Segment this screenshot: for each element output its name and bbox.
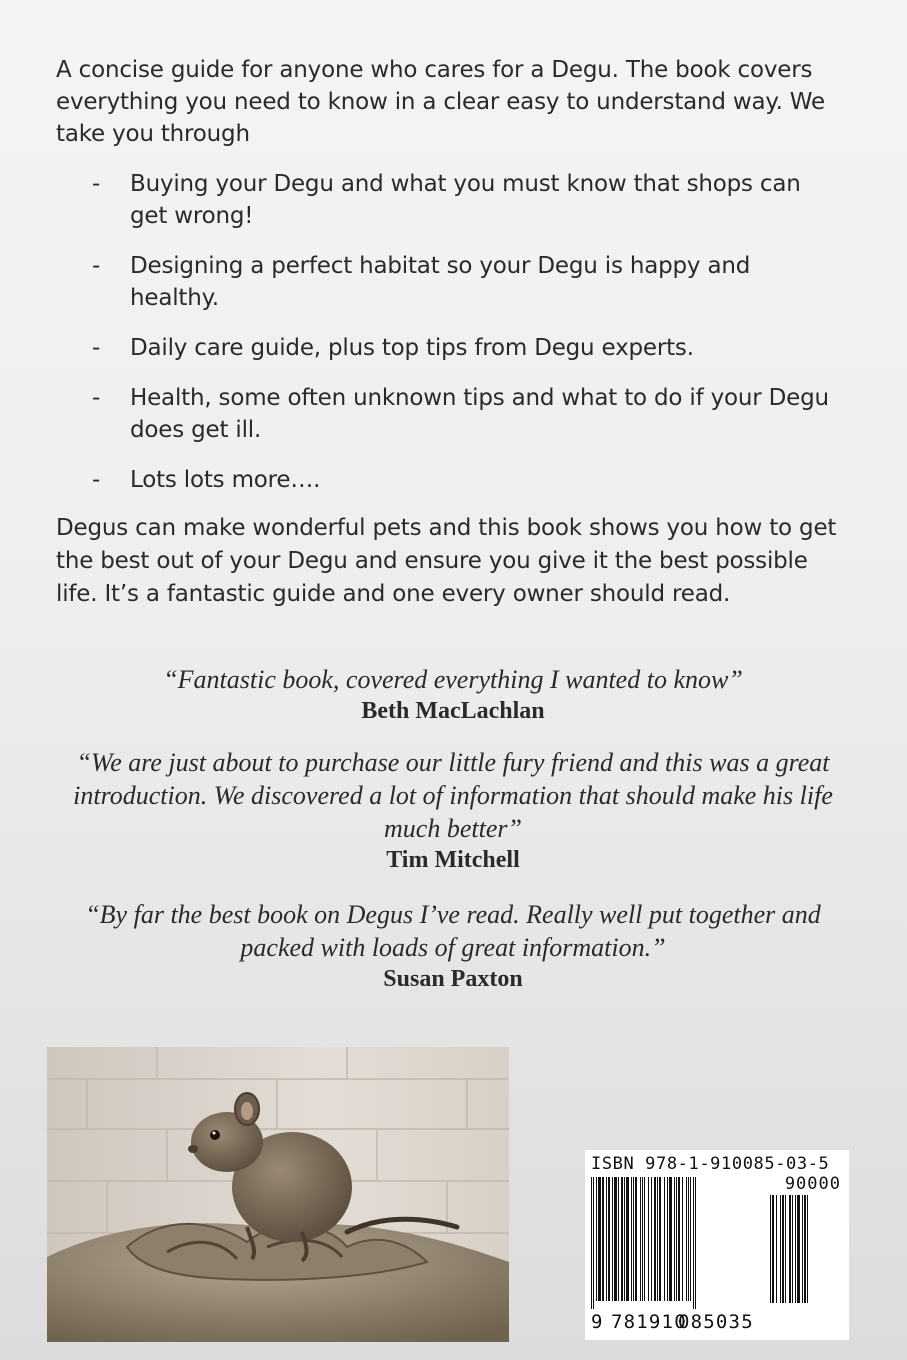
- list-item-text: Lots lots more….: [130, 467, 321, 493]
- review-quote: “We are just about to purchase our little fury friend and this was a great introduction. We discovered a lot of information that should make his life much better”: [73, 748, 833, 843]
- barcode-bar: [686, 1177, 687, 1301]
- barcode-bar: [596, 1177, 597, 1301]
- bullet-dash: -: [92, 385, 101, 411]
- barcode-bar: [644, 1177, 645, 1301]
- isbn-barcode: [585, 1150, 849, 1340]
- barcode-bar: [797, 1195, 800, 1303]
- review-quote: “Fantastic book, covered everything I wanted to know”: [163, 665, 743, 694]
- barcode-bar: [614, 1177, 617, 1301]
- barcode-bar: [606, 1177, 607, 1301]
- price-barcode-bars: [770, 1195, 842, 1311]
- list-item-text: Buying your Degu and what you must know that shops can get wrong!: [130, 171, 801, 229]
- barcode-bar: [807, 1195, 808, 1303]
- bullet-dash: -: [92, 467, 101, 493]
- list-item: [92, 332, 832, 364]
- barcode-bar: [695, 1177, 696, 1309]
- review: [56, 898, 850, 994]
- bullet-dash: -: [92, 335, 101, 361]
- bullet-dash: -: [92, 253, 101, 279]
- list-item-text: Designing a perfect habitat so your Degu is happy and healthy.: [130, 253, 751, 311]
- barcode-bar: [688, 1177, 689, 1301]
- barcode-bar: [648, 1177, 649, 1301]
- barcode-bar: [626, 1177, 629, 1301]
- review-quote: “By far the best book on Degus I’ve read. Really well put together and packed with loads of great information.”: [85, 900, 821, 962]
- list-item: [92, 250, 832, 314]
- barcode-bar: [772, 1195, 774, 1303]
- barcode-bar: [789, 1195, 791, 1303]
- barcode-bar: [669, 1177, 672, 1301]
- barcode-bar: [693, 1177, 694, 1309]
- barcode-bar: [654, 1177, 656, 1301]
- barcode-bar: [635, 1177, 637, 1301]
- barcode-bar: [642, 1177, 643, 1301]
- intro-paragraph: A concise guide for anyone who cares for a Degu. The book covers everything you need to know in a clear easy to understand way. We take you through: [56, 57, 825, 147]
- barcode-bar: [608, 1177, 610, 1301]
- isbn-right-digits: 085035: [678, 1311, 754, 1333]
- barcode-bar: [776, 1195, 777, 1303]
- barcode-bar: [657, 1177, 658, 1301]
- barcode-bar: [593, 1177, 594, 1309]
- review-author: Beth MacLachlan: [361, 698, 545, 724]
- degu-photo: [47, 1047, 509, 1342]
- review-author: Susan Paxton: [383, 966, 523, 992]
- isbn-label: ISBN 978-1-910085-03-5: [591, 1154, 830, 1174]
- list-item-text: Daily care guide, plus top tips from Degu experts.: [130, 335, 694, 361]
- barcode-bar: [621, 1177, 623, 1301]
- barcode-bar: [770, 1195, 771, 1303]
- isbn-first-digit: 9: [591, 1311, 604, 1333]
- list-item: [92, 168, 832, 232]
- barcode-bar: [591, 1177, 592, 1309]
- ean-barcode-bars: [591, 1177, 763, 1311]
- feature-list: [92, 168, 832, 514]
- barcode-bar: [624, 1177, 625, 1301]
- list-item-text: Health, some often unknown tips and what to do if your Degu does get ill.: [130, 385, 829, 443]
- list-item: [92, 464, 832, 496]
- barcode-bar: [782, 1195, 784, 1303]
- barcode-bar: [640, 1177, 641, 1301]
- degu-illustration: [47, 1047, 509, 1342]
- review: [56, 746, 850, 875]
- review: [56, 663, 850, 726]
- barcode-bar: [676, 1177, 677, 1301]
- review-author: Tim Mitchell: [386, 847, 520, 873]
- barcode-bar: [780, 1195, 781, 1303]
- barcode-bar: [682, 1177, 683, 1301]
- barcode-bar: [618, 1177, 619, 1301]
- barcode-bar: [631, 1177, 632, 1301]
- barcode-bar: [598, 1177, 601, 1301]
- barcode-bar: [804, 1195, 806, 1303]
- barcode-bar: [802, 1195, 803, 1303]
- barcode-bar: [664, 1177, 665, 1301]
- barcode-bar: [667, 1177, 668, 1301]
- barcode-bar: [674, 1177, 675, 1301]
- closing-paragraph: Degus can make wonderful pets and this book shows you how to get the best out of your Degu and ensure you give it the best possible life. It’s a fantastic guide and one every owner should read.: [56, 515, 837, 607]
- barcode-bar: [795, 1195, 796, 1303]
- barcode-bar: [651, 1177, 652, 1301]
- bullet-dash: -: [92, 171, 101, 197]
- price-code: 90000: [784, 1174, 841, 1194]
- list-item: [92, 382, 832, 446]
- barcode-bar: [678, 1177, 680, 1301]
- isbn-left-digits: 781910: [611, 1311, 687, 1333]
- barcode-bar: [690, 1177, 691, 1301]
- barcode-bar: [792, 1195, 793, 1303]
- barcode-bar: [633, 1177, 634, 1301]
- barcode-bar: [659, 1177, 661, 1301]
- barcode-bar: [602, 1177, 604, 1301]
- barcode-bar: [785, 1195, 786, 1303]
- barcode-bar: [612, 1177, 613, 1301]
